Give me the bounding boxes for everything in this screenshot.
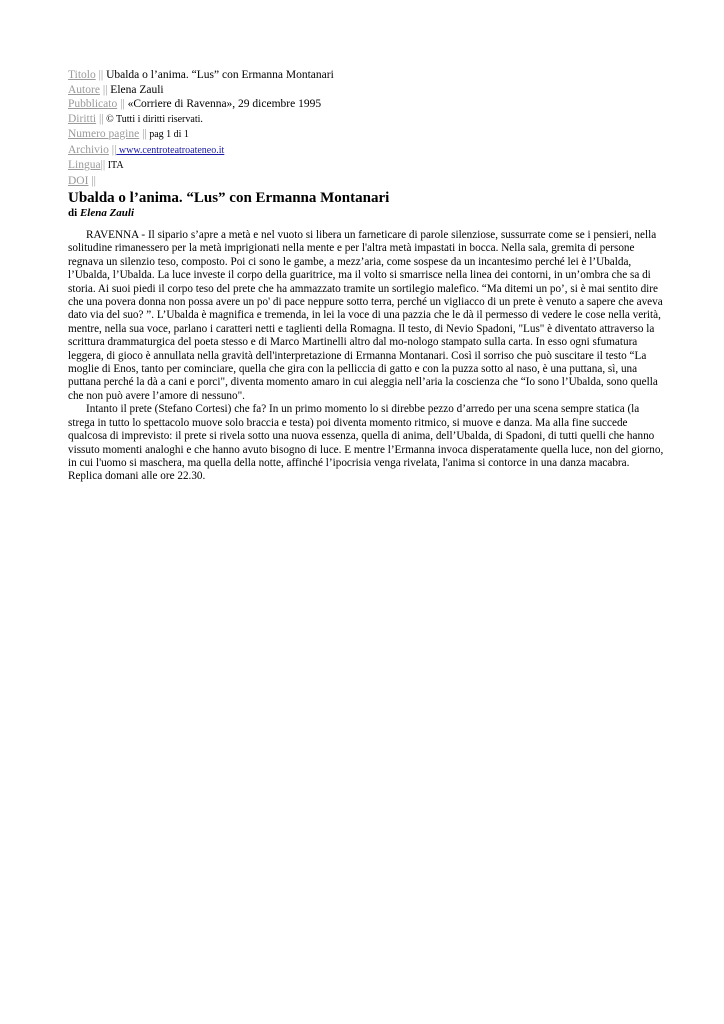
metadata-separator: || — [139, 128, 147, 140]
byline-prefix: di — [68, 207, 80, 219]
metadata-label[interactable]: Autore — [68, 83, 100, 96]
metadata-row-pages — [68, 127, 668, 143]
article-paragraph: RAVENNA - Il sipario s’apre a metà e nel vuoto si libera un farneticare di parole silenziose, sussurrate come se i pensieri, nella solitudine rimanessero per la metà imprigionati nella mente e per l'altra metà impastati in bocca. Nella sala, gremita di persone regnava un silenzio teso, composto. Poi ci sono le gambe, a mezz’aria, come sospese da un incantesimo perché lei è l’Ubalda, l’Ubalda, l’Ubalda. La luce investe il corpo della guaritrice, ma il volto si smarrisce nella linea dei contorni, in un’ombra che sa di storia. Ai suoi piedi il corpo teso del prete che ha ammazzato tramite un sortilegio malefico. “Ma ditemi un po’, si è mai sentito dire che una povera donna non possa avere un po' di pace neppure sotto terra, perché un vigliacco di un prete è venuto a sapere che aveva dato via del suo? ”. L’Ubalda è magnifica e tremenda, in lei la voce di una pazzia che le dà il permesso di vedere le cose nella verità, mentre, nella sua voce, parlano i caratteri netti e taglienti della Romagna. Il testo, di Nevio Spadoni, "Lus" è diventato attraverso la scrittura drammaturgica del poeta stesso e di Marco Martinelli altro dal mo-nologo stampato sulla carta. In esso ogni sfumatura leggera, di gioco è annullata nella gravità dell'interpretazione di Ermanna Montanari. Così il sorriso che può suscitare il testo “La moglie di Enos, tanto per cominciare, quella che gira con la pelliccia di gatto e con la puzza sotto al naso, è una puttana, sì, una puttana perché la dà a cani e porci", diventa momento amaro in cui aleggia nell’aria la coscienza che “Io sono l’Ubalda, sono quella che non può avere l’amore di nessuno". — [68, 229, 663, 402]
article-body — [68, 229, 664, 484]
article-title: Ubalda o l’anima. “Lus” con Ermanna Montanari — [68, 190, 390, 206]
metadata-label[interactable]: Titolo — [68, 69, 96, 81]
metadata-value: Elena Zauli — [107, 83, 164, 96]
metadata-row-title — [68, 68, 668, 83]
metadata-row-language — [68, 158, 668, 174]
metadata-separator: || — [95, 69, 104, 81]
metadata-row-doi — [68, 174, 668, 189]
metadata-row-rights — [68, 112, 668, 128]
metadata-row-archive — [68, 143, 668, 159]
metadata-separator: || — [99, 83, 108, 96]
metadata-row-published — [68, 97, 668, 112]
metadata-label[interactable]: Diritti — [68, 112, 97, 125]
byline-author: Elena Zauli — [79, 207, 135, 219]
article-paragraph: Intanto il prete (Stefano Cortesi) che fa? In un primo momento lo si direbbe pezzo d’arredo per una scena sempre statica (la strega in tutto lo spettacolo muove solo braccia e testa) poi diventa momento ritmico, si muove e danza. Ma alla fine succede qualcosa di imprevisto: il prete si rivela sotto una nuova essenza, quella di anima, dell’Ubalda, di Spadoni, di tutti quelli che hanno vissuto momenti analoghi e che hanno avuto bisogno di luce. E mentre l’Ermanna invoca disperatamente quella luce, non del giorno, in cui l'uomo si maschera, ma quella della notte, affinché l’ipocrisia venga rivelata, l'anima si contorce in una danza macabra. Replica domani alle ore 22.30. — [68, 403, 664, 483]
metadata-label[interactable]: Lingua — [68, 159, 101, 171]
metadata-separator: || — [96, 112, 104, 125]
metadata-block — [68, 68, 668, 188]
metadata-separator: || — [100, 159, 106, 171]
metadata-separator: || — [117, 98, 125, 110]
metadata-value: «Corriere di Ravenna», 29 dicembre 1995 — [124, 98, 322, 110]
metadata-label[interactable]: Numero pagine — [68, 128, 140, 140]
metadata-value: pag 1 di 1 — [146, 129, 189, 140]
metadata-label[interactable]: DOI — [68, 174, 89, 187]
archive-link[interactable]: www.centroteatroateneo.it — [116, 144, 225, 156]
metadata-value: ITA — [105, 160, 124, 171]
metadata-separator: || — [108, 143, 117, 156]
metadata-row-author — [68, 83, 668, 98]
metadata-label[interactable]: Pubblicato — [68, 98, 118, 110]
metadata-value: © Tutti i diritti riservati. — [103, 113, 203, 125]
article-byline — [68, 207, 134, 220]
metadata-separator: || — [88, 174, 96, 187]
metadata-value: Ubalda o l’anima. “Lus” con Ermanna Montanari — [103, 69, 334, 81]
metadata-label[interactable]: Archivio — [68, 143, 109, 156]
